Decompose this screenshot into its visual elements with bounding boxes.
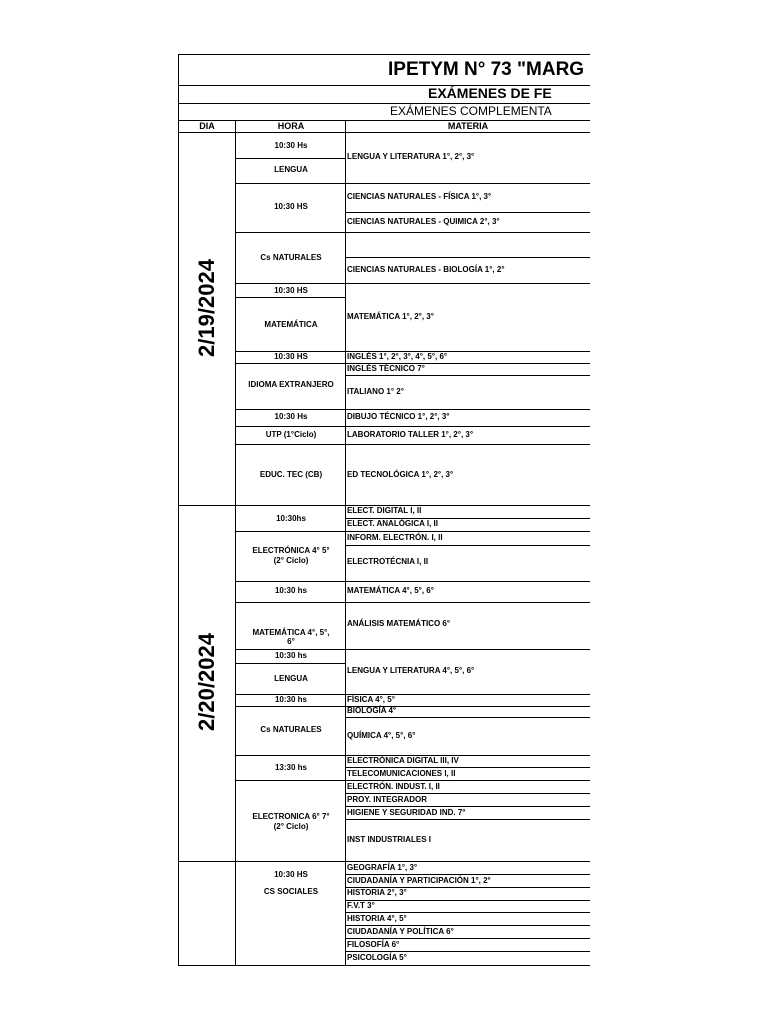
materia-cell: ED TECNOLÓGICA 1°, 2°, 3°	[347, 470, 454, 479]
row-line	[346, 780, 590, 781]
hora-cell: UTP (1°Ciclo)	[265, 430, 317, 439]
table-border-bottom	[178, 965, 590, 966]
materia-cell: FILOSOFÍA 6°	[347, 940, 400, 949]
materia-cell: INFORM. ELECTRÓN. I, II	[347, 533, 443, 542]
materia-cell: CIUDADANÍA Y POLÍTICA 6°	[347, 927, 454, 936]
hora-cell: (2° Ciclo)	[273, 822, 309, 831]
hora-cell: 10:30hs	[276, 514, 306, 523]
row-line	[236, 426, 346, 427]
row-line	[346, 767, 590, 768]
row-line	[236, 706, 346, 707]
row-line	[346, 545, 590, 546]
hora-cell: ELECTRÓNICA 4° 5°	[252, 546, 330, 555]
hora-cell: 10:30 hs	[274, 586, 308, 595]
exams-title: EXÁMENES DE FE	[428, 85, 552, 101]
row-line	[346, 951, 590, 952]
hora-cell: (2° Ciclo)	[273, 556, 309, 565]
column-header-hora: HORA	[277, 121, 305, 131]
row-line	[346, 426, 590, 427]
hora-cell: 10:30 HS	[274, 352, 308, 361]
row-line	[236, 531, 346, 532]
school-title: IPETYM N° 73 "MARG	[388, 59, 585, 80]
row-line	[346, 232, 590, 233]
row-line	[236, 444, 346, 445]
column-header-dia: DIA	[199, 121, 215, 131]
hora-cell: MATEMÁTICA 4°, 5°,	[252, 628, 330, 637]
table-border-left	[178, 54, 179, 966]
row-line	[346, 581, 590, 582]
materia-cell: LABORATORIO TALLER 1°, 2°, 3°	[347, 430, 474, 439]
row-line	[236, 232, 346, 233]
hora-cell: 6°	[287, 637, 295, 646]
materia-cell: HIGIENE Y SEGURIDAD IND. 7°	[347, 808, 466, 817]
materia-cell: ELECT. DIGITAL I, II	[347, 506, 422, 515]
materia-cell: PSICOLOGÍA 5°	[347, 953, 407, 962]
materia-cell: ELECTRÓNICA DIGITAL III, IV	[347, 756, 459, 765]
row-line	[346, 531, 590, 532]
hora-cell: 10:30 HS	[274, 286, 308, 295]
date-label-day-1: 2/19/2024	[194, 259, 219, 357]
row-line	[346, 806, 590, 807]
hora-cell: 10:30 Hs	[274, 141, 308, 150]
row-line	[346, 444, 590, 445]
row-line	[346, 874, 590, 875]
hora-cell: CS SOCIALES	[263, 887, 319, 896]
row-line	[346, 925, 590, 926]
materia-cell: ITALIANO 1° 2°	[347, 387, 404, 396]
materia-cell: ANÁLISIS MATEMÁTICO 6°	[347, 619, 451, 628]
column-header-divider	[178, 132, 590, 133]
materia-cell: MATEMÁTICA 4°, 5°, 6°	[347, 586, 434, 595]
materia-cell: INGLÉS TÉCNICO 7°	[347, 364, 425, 373]
row-line	[236, 602, 346, 603]
hora-cell: 10:30 Hs	[274, 412, 308, 421]
row-line	[236, 183, 346, 184]
materia-cell: CIUDADANÍA Y PARTICIPACIÓN 1°, 2°	[347, 876, 491, 885]
table-border-top	[178, 54, 590, 55]
materia-cell: CIENCIAS NATURALES - FÍSICA 1°, 3°	[347, 192, 492, 201]
hora-cell: 10:30 hs	[274, 651, 308, 660]
column-header-materia: MATERIA	[447, 121, 489, 131]
materia-cell: MATEMÁTICA 1°, 2°, 3°	[347, 312, 434, 321]
row-line	[236, 780, 346, 781]
materia-cell: CIENCIAS NATURALES - QUIMICA 2°, 3°	[347, 217, 500, 226]
hora-cell: Cs NATURALES	[260, 253, 322, 262]
row-line	[346, 283, 590, 284]
materia-cell: LENGUA Y LITERATURA 4°, 5°, 6°	[347, 666, 475, 675]
row-line	[346, 375, 590, 376]
materia-cell: PROY. INTEGRADOR	[347, 795, 428, 804]
hora-cell: 13:30 hs	[274, 763, 308, 772]
hora-cell: 10:30 HS	[274, 870, 308, 879]
materia-cell: LENGUA Y LITERATURA 1°, 2°, 3°	[347, 152, 475, 161]
row-line	[346, 819, 590, 820]
row-line	[236, 297, 346, 298]
row-line	[236, 363, 346, 364]
materia-cell: TELECOMUNICACIONES I, II	[347, 769, 456, 778]
row-line	[346, 602, 590, 603]
materia-cell: GEOGRAFÍA 1°, 3°	[347, 863, 418, 872]
materia-cell: DIBUJO TÉCNICO 1°, 2°, 3°	[347, 412, 450, 421]
row-line	[346, 900, 590, 901]
materia-cell: HISTORIA 2°, 3°	[347, 888, 407, 897]
row-line	[346, 212, 590, 213]
row-line	[236, 649, 346, 650]
date-label-day-3	[193, 824, 221, 966]
row-line	[236, 581, 346, 582]
row-line	[346, 409, 590, 410]
row-line	[346, 912, 590, 913]
materia-cell: INST INDUSTRIALES I	[347, 835, 432, 844]
date-label-day-2: 2/20/2024	[194, 633, 219, 731]
exams-subtitle: EXÁMENES COMPLEMENTA	[390, 104, 552, 118]
exam-schedule-table	[178, 54, 590, 966]
materia-cell: ELECTRÓN. INDUST. I, II	[347, 782, 440, 791]
dia-column-line	[235, 120, 236, 966]
materia-cell: BIOLOGÍA 4°	[347, 706, 397, 715]
hora-cell: IDIOMA EXTRANJERO	[248, 380, 334, 389]
materia-cell: HISTORIA 4°, 5°	[347, 914, 407, 923]
row-line	[236, 158, 346, 159]
hora-cell: EDUC. TEC (CB)	[259, 470, 323, 479]
materia-cell: ELECTROTÉCNIA I, II	[347, 557, 429, 566]
row-line	[346, 938, 590, 939]
row-line	[236, 283, 346, 284]
hora-cell: 10:30 hs	[274, 695, 308, 704]
row-line	[346, 717, 590, 718]
row-line	[236, 663, 346, 664]
materia-cell: INGLÉS 1°, 2°, 3°, 4°, 5°, 6°	[347, 352, 448, 361]
row-line	[346, 257, 590, 258]
hora-cell: ELECTRONICA 6° 7°	[252, 812, 330, 821]
hora-cell: Cs NATURALES	[260, 725, 322, 734]
hora-cell: 10:30 HS	[274, 202, 308, 211]
row-line	[346, 183, 590, 184]
row-line	[236, 409, 346, 410]
materia-cell: QUÍMICA 4°, 5°, 6°	[347, 731, 416, 740]
row-line	[236, 755, 346, 756]
materia-cell: CIENCIAS NATURALES - BIOLOGÍA 1°, 2°	[347, 265, 505, 274]
hora-cell: LENGUA	[274, 165, 308, 174]
day-separator	[178, 861, 590, 862]
hora-cell: MATEMÁTICA	[264, 320, 318, 329]
row-line	[346, 649, 590, 650]
materia-cell: F.V.T 3°	[347, 901, 375, 910]
materia-cell: ELECT. ANALÓGICA I, II	[347, 519, 438, 528]
hora-column-line	[345, 120, 346, 966]
row-line	[346, 793, 590, 794]
materia-cell: FÍSICA 4°, 5°	[347, 695, 395, 704]
hora-cell: LENGUA	[274, 674, 308, 683]
